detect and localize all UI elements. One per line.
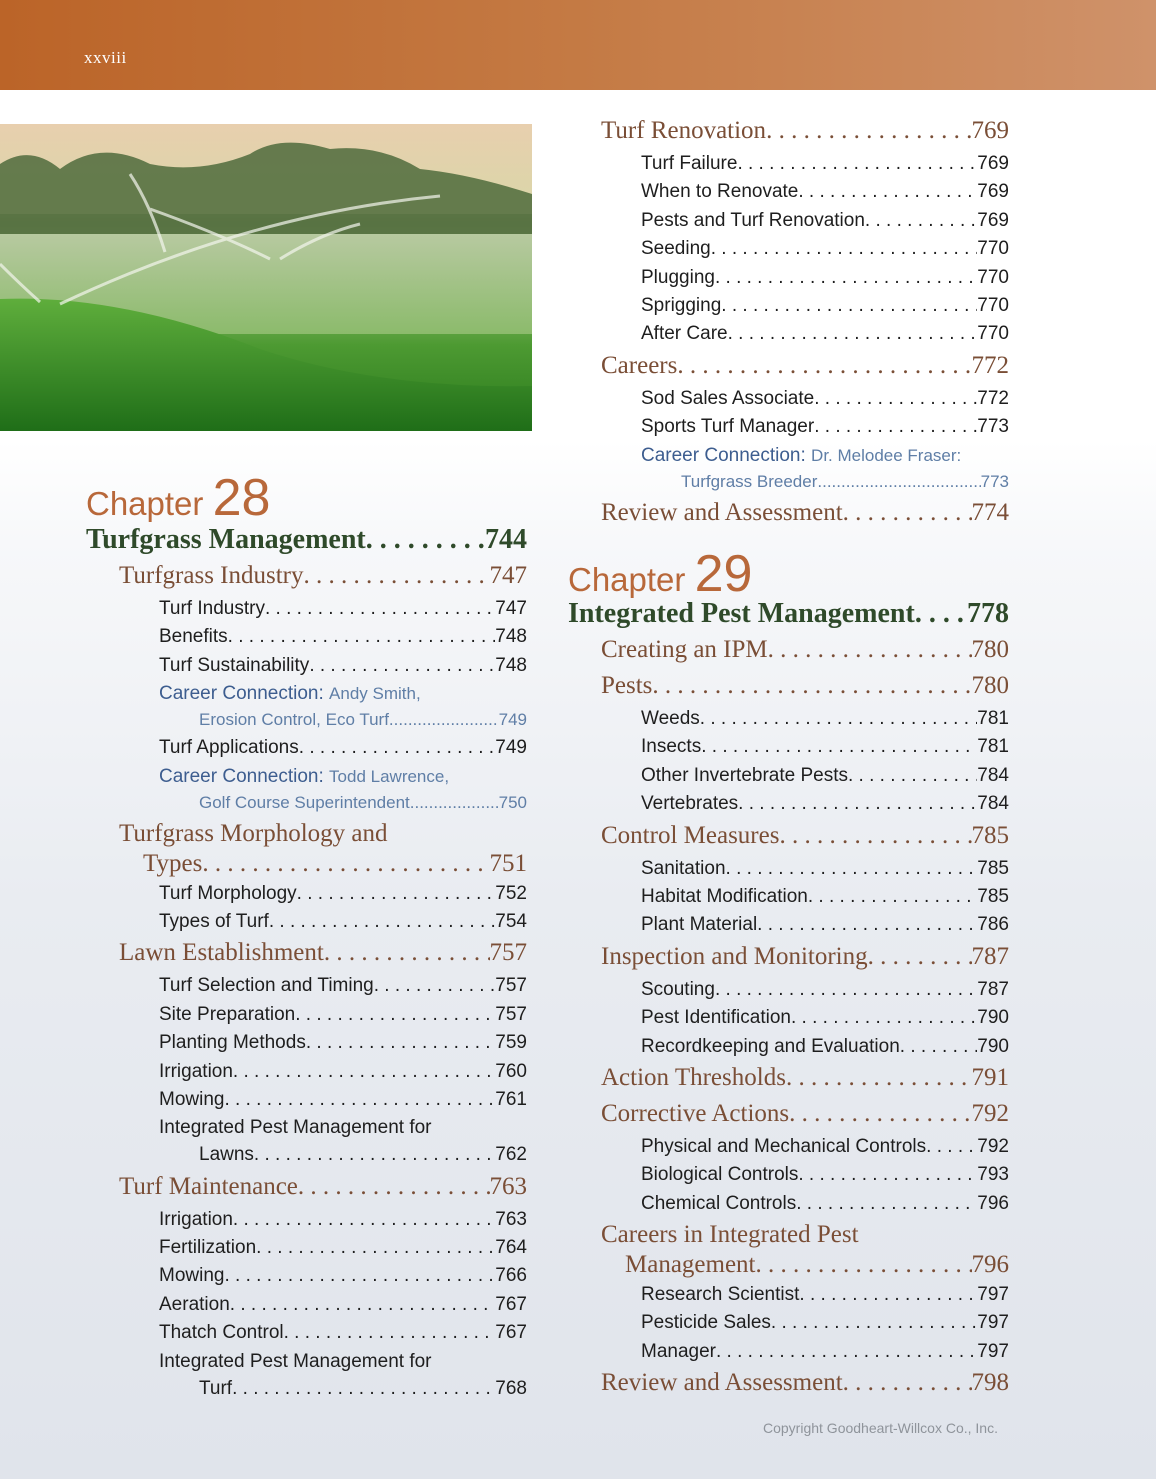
section-review-assessment[interactable]: Review and Assessment . . . 774 xyxy=(601,499,1009,535)
toc-item[interactable]: Other Invertebrate Pests . . . 784 xyxy=(601,765,1009,793)
toc-item[interactable]: Plugging . . . 770 xyxy=(601,267,1009,295)
toc-item[interactable]: Recordkeeping and Evaluation . . . 790 xyxy=(601,1036,1009,1064)
toc-item[interactable]: Weeds . . . 781 xyxy=(601,708,1009,736)
toc-item[interactable]: Fertilization . . . 764 xyxy=(119,1237,527,1265)
career-connection[interactable]: Career Connection: Andy Smith, xyxy=(159,683,421,705)
toc-item[interactable]: Plant Material . . . 786 xyxy=(601,914,1009,942)
section-creating-ipm[interactable]: Creating an IPM . . . 780 xyxy=(601,636,1009,672)
toc-item[interactable]: After Care . . . 770 xyxy=(601,323,1009,351)
toc-item[interactable]: Planting Methods . . . 759 xyxy=(119,1032,527,1060)
career-connection-line2[interactable]: Erosion Control, Eco Turf ..... 749 xyxy=(119,710,527,737)
chapter-28-continued-column xyxy=(601,117,1009,535)
section-inspection-monitoring[interactable]: Inspection and Monitoring . . . 787 xyxy=(601,943,1009,979)
toc-item[interactable]: Site Preparation . . . 757 xyxy=(119,1004,527,1032)
toc-item[interactable]: Turf Selection and Timing . . . 757 xyxy=(119,975,527,1003)
section-turf-renovation[interactable]: Turf Renovation . . . 769 xyxy=(601,117,1009,153)
toc-item[interactable]: Turf Industry . . . 747 xyxy=(119,598,527,626)
career-connection-line2[interactable]: Golf Course Superintendent ..... 750 xyxy=(119,793,527,820)
section-careers[interactable]: Careers . . . 772 xyxy=(601,352,1009,388)
section-control-measures[interactable]: Control Measures . . . 785 xyxy=(601,822,1009,858)
chapter-28-column xyxy=(86,469,527,1406)
toc-item[interactable]: Irrigation . . . 760 xyxy=(119,1061,527,1089)
toc-item[interactable]: Benefits . . . 748 xyxy=(119,626,527,654)
career-connection[interactable]: Career Connection: Dr. Melodee Fraser: xyxy=(641,444,962,466)
toc-item[interactable]: When to Renovate . . . 769 xyxy=(601,181,1009,209)
toc-item[interactable]: Chemical Controls . . . 796 xyxy=(601,1193,1009,1221)
copyright-notice: Copyright Goodheart-Willcox Co., Inc. xyxy=(763,1420,998,1436)
toc-item[interactable]: Biological Controls . . . 793 xyxy=(601,1164,1009,1192)
toc-item[interactable]: Pest Identification . . . 790 xyxy=(601,1007,1009,1035)
section-review-assessment[interactable]: Review and Assessment . . . 798 xyxy=(601,1369,1009,1405)
career-connection[interactable]: Career Connection: Todd Lawrence, xyxy=(159,765,450,787)
toc-item[interactable]: Vertebrates . . . 784 xyxy=(601,793,1009,821)
section-careers-ipm-line2[interactable]: Management . . . 796 xyxy=(601,1251,1009,1284)
toc-item[interactable]: Insects . . . 781 xyxy=(601,736,1009,764)
section-turfgrass-industry[interactable]: Turfgrass Industry . . . 747 xyxy=(119,562,527,598)
toc-item-line2[interactable]: Lawns . . . 762 xyxy=(119,1144,527,1172)
toc-item[interactable]: Sports Turf Manager . . . 773 xyxy=(601,416,1009,444)
toc-item[interactable]: Aeration . . . 767 xyxy=(119,1294,527,1322)
page-number: xxviii xyxy=(84,48,127,67)
toc-item[interactable]: Turf Sustainability . . . 748 xyxy=(119,655,527,683)
toc-item[interactable]: Turf Failure . . . 769 xyxy=(601,153,1009,181)
toc-item[interactable]: Mowing . . . 761 xyxy=(119,1089,527,1117)
toc-item[interactable]: Scouting . . . 787 xyxy=(601,979,1009,1007)
toc-item[interactable]: Integrated Pest Management for xyxy=(159,1117,432,1139)
toc-item-line2[interactable]: Turf . . . 768 xyxy=(119,1378,527,1406)
section-action-thresholds[interactable]: Action Thresholds . . . 791 xyxy=(601,1064,1009,1100)
section-turfgrass-morphology-line2[interactable]: Types . . . 751 xyxy=(119,850,527,883)
chapter-29-title[interactable]: Integrated Pest Management . . . 778 xyxy=(568,598,1009,636)
toc-item[interactable]: Thatch Control . . . 767 xyxy=(119,1322,527,1350)
section-corrective-actions[interactable]: Corrective Actions . . . 792 xyxy=(601,1100,1009,1136)
chapter-28-title[interactable]: Turfgrass Management . . . 744 xyxy=(86,524,527,562)
toc-item[interactable]: Types of Turf . . . 754 xyxy=(119,911,527,939)
career-connection-line2[interactable]: Turfgrass Breeder ..... 773 xyxy=(601,472,1009,499)
toc-item[interactable]: Sprigging . . . 770 xyxy=(601,295,1009,323)
toc-item[interactable]: Sod Sales Associate . . . 772 xyxy=(601,388,1009,416)
toc-item[interactable]: Turf Applications . . . 749 xyxy=(119,737,527,765)
sprinkler-photo xyxy=(0,124,532,431)
toc-item[interactable]: Irrigation . . . 763 xyxy=(119,1209,527,1237)
section-careers-ipm[interactable]: Careers in Integrated Pest xyxy=(601,1221,859,1249)
chapter-28-heading: Chapter 28 xyxy=(86,469,271,527)
toc-item[interactable]: Integrated Pest Management for xyxy=(159,1350,432,1372)
section-pests[interactable]: Pests . . . 780 xyxy=(601,672,1009,708)
toc-item[interactable]: Habitat Modification . . . 785 xyxy=(601,886,1009,914)
toc-item[interactable]: Sanitation . . . 785 xyxy=(601,858,1009,886)
header-bar xyxy=(0,0,1156,90)
toc-item[interactable]: Pesticide Sales . . . 797 xyxy=(601,1312,1009,1340)
toc-item[interactable]: Manager . . . 797 xyxy=(601,1341,1009,1369)
chapter-29-heading: Chapter 29 xyxy=(568,545,753,603)
section-turfgrass-morphology[interactable]: Turfgrass Morphology and xyxy=(119,819,388,847)
chapter-29-column xyxy=(568,545,1009,1405)
toc-item[interactable]: Mowing . . . 766 xyxy=(119,1265,527,1293)
section-lawn-establishment[interactable]: Lawn Establishment . . . 757 xyxy=(119,939,527,975)
section-turf-maintenance[interactable]: Turf Maintenance . . . 763 xyxy=(119,1173,527,1209)
toc-item[interactable]: Pests and Turf Renovation . . . 769 xyxy=(601,210,1009,238)
toc-item[interactable]: Research Scientist . . . 797 xyxy=(601,1284,1009,1312)
toc-item[interactable]: Turf Morphology . . . 752 xyxy=(119,883,527,911)
toc-item[interactable]: Seeding . . . 770 xyxy=(601,238,1009,266)
toc-item[interactable]: Physical and Mechanical Controls . . . 792 xyxy=(601,1136,1009,1164)
